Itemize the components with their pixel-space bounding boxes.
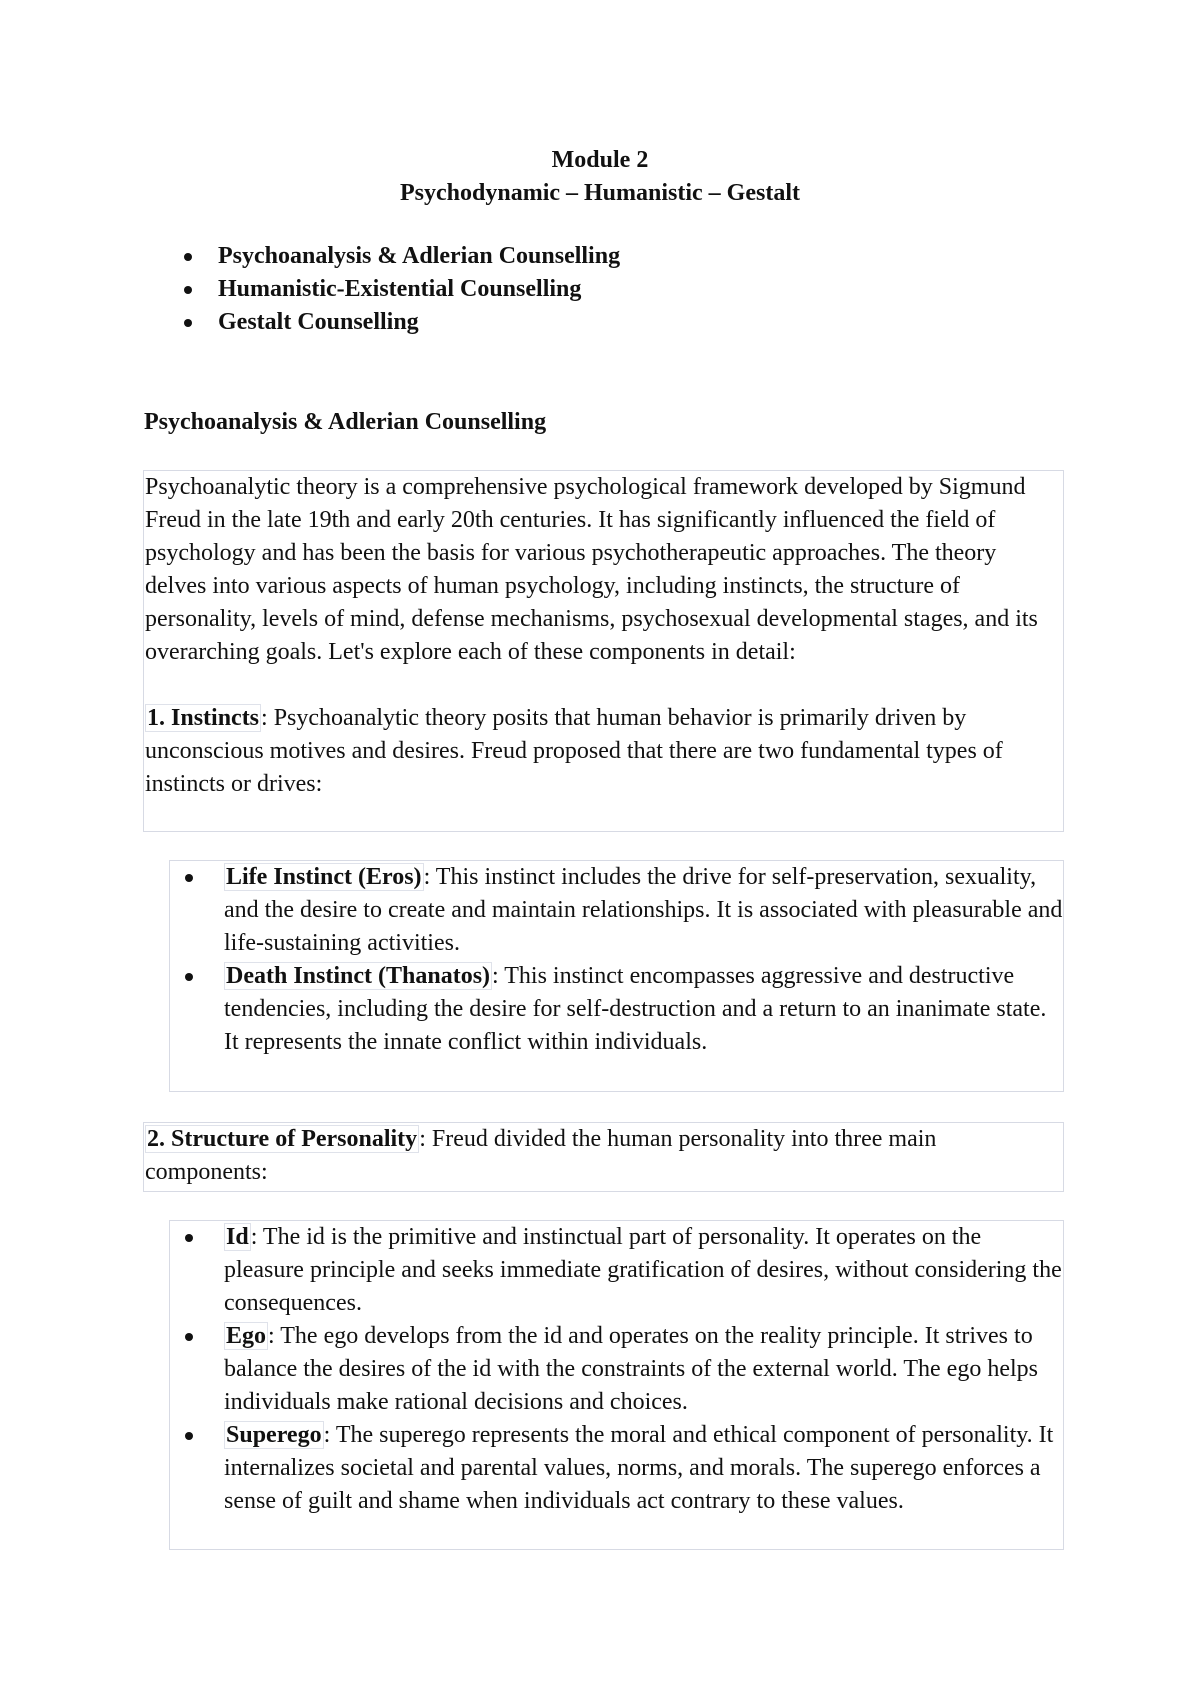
- death-instinct-text: : This instinct encompasses aggressive and destructive tendencies, including the desire for self-destruction and a return to an inanimate state. It represents the innate conflict within individuals.: [224, 963, 1047, 1055]
- instinct-item: [170, 960, 1063, 1059]
- topic-item: Psychoanalysis & Adlerian Counselling: [180, 240, 620, 273]
- ego-term: Ego: [226, 1323, 267, 1349]
- instincts-text: : Psychoanalytic theory posits that human behavior is primarily driven by unconscious motives and desires. Freud proposed that there are two fundamental types of instincts or drives:: [145, 705, 1003, 797]
- module-subtitle: Psychodynamic – Humanistic – Gestalt: [400, 180, 800, 206]
- section-heading: Psychoanalysis & Adlerian Counselling: [144, 409, 547, 435]
- instincts-list-box: [169, 860, 1064, 1092]
- structure-text: : Freud divided the human personality into three main components:: [145, 1126, 937, 1185]
- topic-item: Gestalt Counselling: [180, 306, 620, 339]
- life-instinct-text: : This instinct includes the drive for self-preservation, sexuality, and the desire to create and maintain relationships. It is associated with pleasurable and life-sustaining activities.: [224, 864, 1063, 956]
- personality-item: [170, 1221, 1063, 1320]
- structure-text-box: [143, 1122, 1064, 1192]
- topic-item: Humanistic-Existential Counselling: [180, 273, 620, 306]
- topics-list: [180, 240, 620, 339]
- ego-text: : The ego develops from the id and operates on the reality principle. It strives to balance the desires of the id with the constraints of the external world. The ego helps individuals make rational decisions and choices.: [224, 1323, 1038, 1415]
- id-text: : The id is the primitive and instinctual part of personality. It operates on the pleasure principle and seeks immediate gratification of desires, without considering the consequences.: [224, 1224, 1062, 1316]
- structure-term: 2. Structure of Personality: [147, 1126, 418, 1152]
- personality-item: [170, 1320, 1063, 1419]
- personality-list-box: [169, 1220, 1064, 1550]
- module-title: Module 2: [551, 147, 649, 173]
- personality-list: [170, 1221, 1063, 1518]
- superego-term: Superego: [226, 1422, 322, 1448]
- death-instinct-term: Death Instinct (Thanatos): [226, 963, 491, 989]
- structure-paragraph: [145, 1123, 1063, 1189]
- personality-item: [170, 1419, 1063, 1518]
- id-term: Id: [226, 1224, 249, 1250]
- instincts-term: 1. Instincts: [147, 705, 260, 731]
- instincts-paragraph: [145, 702, 1063, 801]
- superego-text: : The superego represents the moral and ethical component of personality. It internalizes societal and parental values, norms, and morals. The superego enforces a sense of guilt and shame when individuals act contrary to these values.: [224, 1422, 1054, 1514]
- instincts-list: [170, 861, 1063, 1059]
- intro-paragraph: Psychoanalytic theory is a comprehensive psychological framework developed by Sigmund Freud in the late 19th and early 20th centuries. It has significantly influenced the field of psychology and has been the basis for various psychotherapeutic approaches. The theory delves into various aspects of human psychology, including instincts, the structure of personality, levels of mind, defense mechanisms, psychosexual developmental stages, and its overarching goals. Let's explore each of these components in detail:: [145, 474, 1038, 665]
- instinct-item: [170, 861, 1063, 960]
- life-instinct-term: Life Instinct (Eros): [226, 864, 422, 890]
- intro-text-box: [143, 470, 1064, 832]
